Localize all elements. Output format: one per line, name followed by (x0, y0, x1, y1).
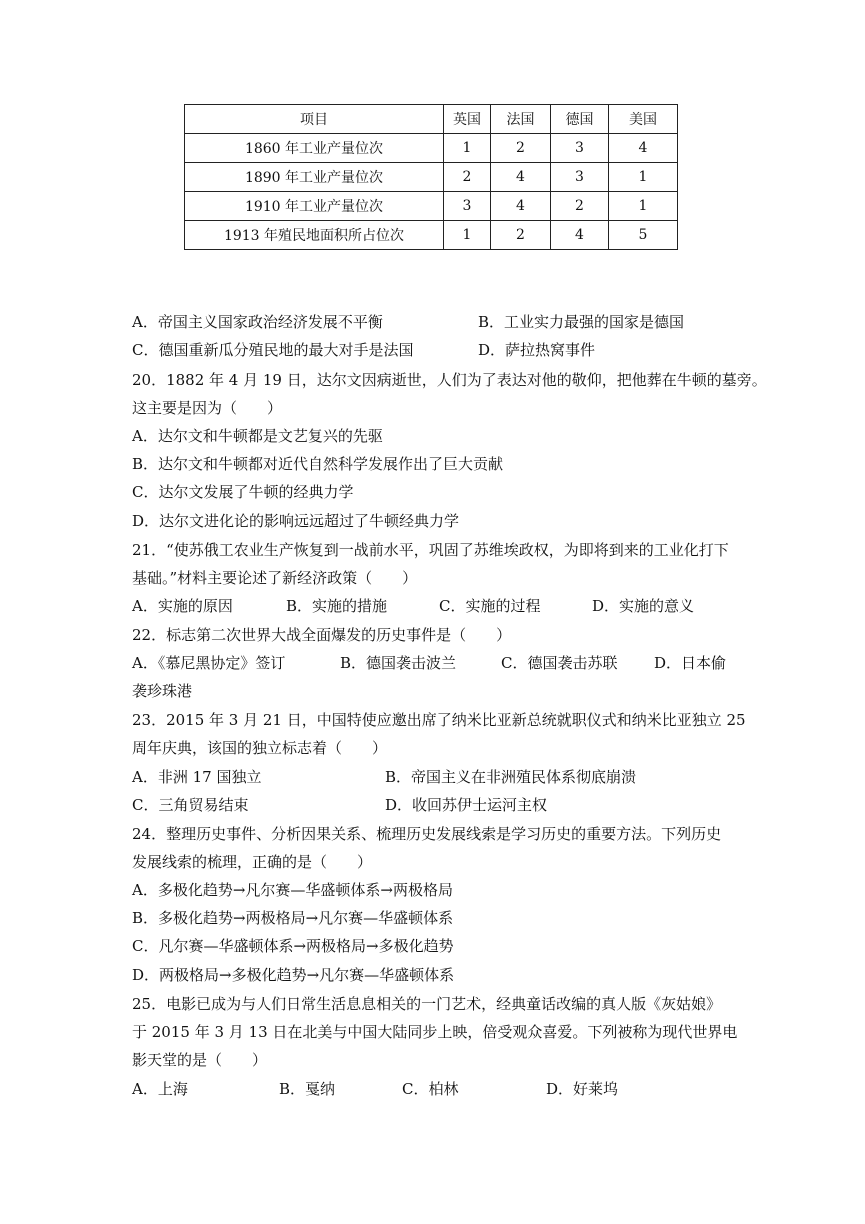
q24-option-c[interactable]: C．凡尔赛—华盛顿体系→两极格局→多极化趋势 (132, 937, 454, 955)
q21-stem-line1: 21．“使苏俄工农业生产恢复到一战前水平，巩固了苏维埃政权，为即将到来的工业化打下 (132, 541, 729, 559)
table-cell: 2 (491, 221, 551, 250)
option-c[interactable]: C．三角贸易结束 (132, 796, 249, 814)
ranking-table (184, 104, 678, 250)
q22-option-d-cont[interactable]: 袭珍珠港 (132, 682, 193, 700)
option-a[interactable]: A．《慕尼黑协定》签订 (132, 654, 286, 672)
q20-option-a[interactable]: A．达尔文和牛顿都是文艺复兴的先驱 (132, 427, 383, 445)
table-cell: 1860 年工业产量位次 (185, 134, 444, 163)
option-d[interactable]: D．日本偷 (654, 654, 727, 672)
table-cell: 1 (609, 163, 678, 192)
option-c[interactable]: C．柏林 (402, 1080, 459, 1098)
table-cell: 2 (551, 192, 609, 221)
table-cell: 1890 年工业产量位次 (185, 163, 444, 192)
option-d[interactable]: D．好莱坞 (546, 1080, 619, 1098)
option-d[interactable]: D．收回苏伊士运河主权 (385, 796, 548, 814)
table-cell: 1910 年工业产量位次 (185, 192, 444, 221)
table-header-cell: 美国 (609, 105, 678, 134)
option-b[interactable]: B．工业实力最强的国家是德国 (478, 313, 685, 331)
table-header-cell: 德国 (551, 105, 609, 134)
q20-option-c[interactable]: C．达尔文发展了牛顿的经典力学 (132, 483, 354, 501)
table-header-cell: 项目 (185, 105, 444, 134)
q24-stem-line1: 24．整理历史事件、分析因果关系、梳理历史发展线索是学习历史的重要方法。下列历史 (132, 825, 722, 843)
option-c[interactable]: C．实施的过程 (439, 597, 541, 615)
q22-stem: 22．标志第二次世界大战全面爆发的历史事件是（ ） (132, 626, 512, 644)
table-cell: 1 (444, 221, 491, 250)
table-cell: 4 (609, 134, 678, 163)
table-row (185, 134, 678, 163)
option-b[interactable]: B．帝国主义在非洲殖民体系彻底崩溃 (385, 768, 637, 786)
q23-stem-line2: 周年庆典，该国的独立标志着（ ） (132, 739, 388, 757)
table-cell: 1 (444, 134, 491, 163)
table-row (185, 163, 678, 192)
table-cell: 3 (444, 192, 491, 221)
table-header-cell: 英国 (444, 105, 491, 134)
q20-option-b[interactable]: B．达尔文和牛顿都对近代自然科学发展作出了巨大贡献 (132, 455, 504, 473)
table-cell: 2 (491, 134, 551, 163)
q20-option-d[interactable]: D．达尔文进化论的影响远远超过了牛顿经典力学 (132, 512, 460, 530)
table-cell: 1913 年殖民地面积所占位次 (185, 221, 444, 250)
table-header-row (185, 105, 678, 134)
option-c[interactable]: C．德国袭击苏联 (501, 654, 618, 672)
q25-stem-line1: 25．电影已成为与人们日常生活息息相关的一门艺术，经典童话改编的真人版《灰姑娘》 (132, 995, 722, 1013)
option-b[interactable]: B．戛纳 (279, 1080, 336, 1098)
table-cell: 4 (551, 221, 609, 250)
option-a[interactable]: A．上海 (132, 1080, 188, 1098)
q25-stem-line3: 影天堂的是（ ） (132, 1051, 268, 1069)
q20-stem-line2: 这主要是因为（ ） (132, 399, 283, 417)
q24-option-d[interactable]: D．两极格局→多极化趋势→凡尔赛—华盛顿体系 (132, 966, 455, 984)
q24-option-a[interactable]: A．多极化趋势→凡尔赛—华盛顿体系→两极格局 (132, 881, 453, 899)
table-cell: 2 (444, 163, 491, 192)
option-d[interactable]: D．实施的意义 (592, 597, 695, 615)
option-a[interactable]: A．实施的原因 (132, 597, 233, 615)
table-row (185, 192, 678, 221)
table-header-cell: 法国 (491, 105, 551, 134)
option-a[interactable]: A．帝国主义国家政治经济发展不平衡 (132, 313, 383, 331)
table-cell: 3 (551, 134, 609, 163)
q25-stem-line2: 于 2015 年 3 月 13 日在北美与中国大陆同步上映，倍受观众喜爱。下列被称为现代世界电 (132, 1023, 738, 1041)
table-row (185, 221, 678, 250)
option-d[interactable]: D．萨拉热窝事件 (478, 341, 596, 359)
table-cell: 4 (491, 192, 551, 221)
table-cell: 3 (551, 163, 609, 192)
q23-stem-line1: 23．2015 年 3 月 21 日，中国特使应邀出席了纳米比亚新总统就职仪式和纳米比亚独立 25 (132, 711, 746, 729)
table-cell: 5 (609, 221, 678, 250)
option-b[interactable]: B．德国袭击波兰 (340, 654, 457, 672)
q24-stem-line2: 发展线索的梳理，正确的是（ ） (132, 853, 373, 871)
q24-option-b[interactable]: B．多极化趋势→两极格局→凡尔赛—华盛顿体系 (132, 909, 454, 927)
option-c[interactable]: C．德国重新瓜分殖民地的最大对手是法国 (132, 341, 414, 359)
option-b[interactable]: B．实施的措施 (286, 597, 388, 615)
option-a[interactable]: A．非洲 17 国独立 (132, 768, 262, 786)
q20-stem-line1: 20．1882 年 4 月 19 日，达尔文因病逝世，人们为了表达对他的敬仰，把他葬在牛顿的墓旁。 (132, 371, 767, 389)
table-cell: 1 (609, 192, 678, 221)
q21-stem-line2: 基础。”材料主要论述了新经济政策（ ） (132, 569, 418, 587)
table-cell: 4 (491, 163, 551, 192)
